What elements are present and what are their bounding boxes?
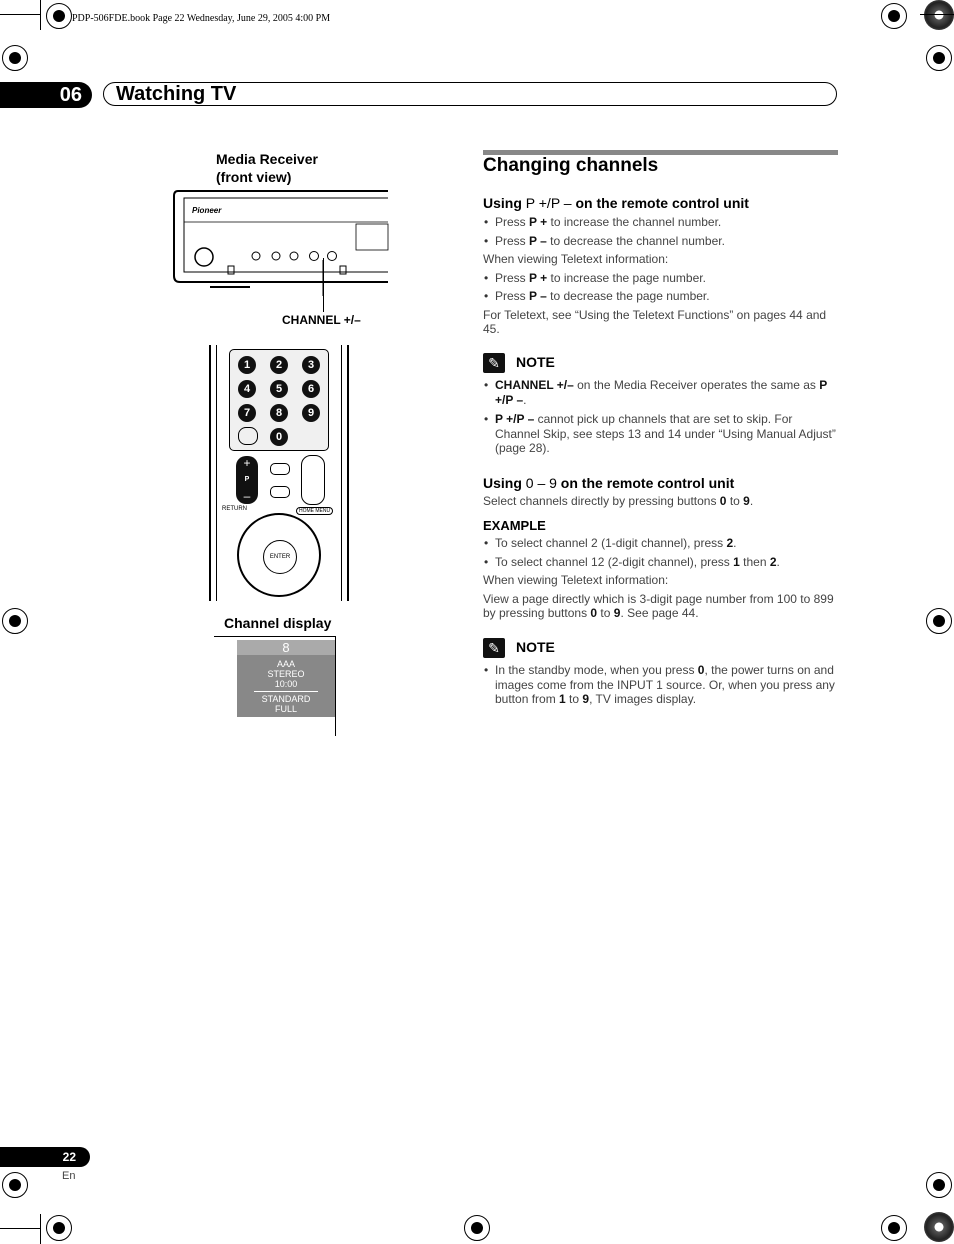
display-line-2: STEREO bbox=[267, 669, 305, 679]
display-frame-top bbox=[214, 636, 336, 637]
list-item: • P +/P – cannot pick up channels that are set to skip. For Channel Skip, see steps 13 and 14 under “Using Manual Adjust” (page 28). bbox=[483, 412, 838, 456]
note-pencil-icon: ✎ bbox=[483, 638, 505, 658]
note-title: NOTE bbox=[516, 639, 555, 655]
color-bar-icon bbox=[924, 1212, 954, 1242]
chapter-number-tab bbox=[0, 82, 92, 108]
note-body bbox=[483, 663, 838, 707]
channel-callout-label: CHANNEL +/– bbox=[282, 313, 361, 327]
subsection-number-keys bbox=[483, 475, 838, 509]
list-item: • To select channel 2 (1-digit channel), press 2. bbox=[483, 536, 838, 551]
crop-mark bbox=[920, 14, 954, 15]
language-code: En bbox=[62, 1170, 76, 1182]
crop-mark bbox=[0, 1228, 40, 1229]
registration-mark-icon bbox=[2, 45, 28, 71]
receiver-figure-label bbox=[216, 150, 318, 186]
remote-key-2[interactable]: 2 bbox=[270, 356, 288, 374]
display-line-3: 10:00 bbox=[274, 679, 298, 689]
note-pencil-icon: ✎ bbox=[483, 353, 505, 373]
list-item: • Press P – to decrease the channel number. bbox=[483, 234, 838, 249]
channel-display-osd bbox=[237, 640, 335, 717]
color-bar-icon bbox=[924, 0, 954, 30]
remote-key-3[interactable]: 3 bbox=[302, 356, 320, 374]
receiver-label-line2: (front view) bbox=[216, 169, 292, 185]
subsection-title: Using 0 – 9 on the remote control unit bbox=[483, 475, 735, 491]
remote-p-label: P bbox=[244, 476, 250, 483]
paragraph: Select channels directly by pressing buttons 0 to 9. bbox=[483, 494, 754, 508]
registration-mark-icon bbox=[46, 1215, 72, 1241]
remote-key-9[interactable]: 9 bbox=[302, 404, 320, 422]
note-body bbox=[483, 378, 838, 456]
registration-mark-icon bbox=[2, 608, 28, 634]
paragraph: For Teletext, see “Using the Teletext Functions” on pages 44 and 45. bbox=[483, 307, 827, 336]
file-info-line: PDP-506FDE.book Page 22 Wednesday, June 29, 2005 4:00 PM bbox=[72, 13, 331, 24]
registration-mark-icon bbox=[881, 1215, 907, 1241]
example-block bbox=[483, 518, 838, 621]
remote-key-4[interactable]: 4 bbox=[238, 380, 256, 398]
registration-mark-icon bbox=[464, 1215, 490, 1241]
display-frame-right bbox=[335, 636, 336, 736]
list-item: • Press P + to increase the page number. bbox=[483, 271, 838, 286]
registration-mark-icon bbox=[926, 1172, 952, 1198]
brand-logo: Pioneer bbox=[192, 206, 222, 215]
registration-mark-icon bbox=[2, 1172, 28, 1198]
chapter-title: Watching TV bbox=[103, 82, 837, 106]
remote-key-1[interactable]: 1 bbox=[238, 356, 256, 374]
receiver-label-line1: Media Receiver bbox=[216, 151, 318, 167]
note-title: NOTE bbox=[516, 354, 555, 370]
display-channel-number: 8 bbox=[237, 640, 335, 655]
mute-button-icon[interactable] bbox=[270, 486, 290, 498]
crop-mark bbox=[0, 14, 40, 15]
media-receiver-illustration bbox=[170, 188, 390, 296]
list-item: • CHANNEL +/– on the Media Receiver operates the same as P +/P –. bbox=[483, 378, 838, 407]
remote-key-6[interactable]: 6 bbox=[302, 380, 320, 398]
paragraph: When viewing Teletext information: bbox=[483, 573, 669, 587]
channel-display-label: Channel display bbox=[224, 615, 332, 631]
enter-button[interactable]: ENTER bbox=[263, 540, 297, 574]
paragraph: When viewing Teletext information: bbox=[483, 252, 669, 266]
multi-button-icon[interactable] bbox=[270, 463, 290, 475]
volume-rocker[interactable] bbox=[301, 455, 325, 505]
crop-mark bbox=[40, 0, 41, 30]
list-item: • Press P – to decrease the page number. bbox=[483, 289, 838, 304]
remote-p-rocker[interactable]: + P – bbox=[236, 456, 258, 504]
remote-key-0[interactable]: 0 bbox=[270, 428, 288, 446]
subsection-title: Using P +/P – on the remote control unit bbox=[483, 195, 749, 211]
display-line-5: FULL bbox=[274, 704, 297, 714]
remote-key-5[interactable]: 5 bbox=[270, 380, 288, 398]
display-line-4: STANDARD bbox=[261, 694, 311, 704]
example-title: EXAMPLE bbox=[483, 518, 546, 533]
display-separator bbox=[254, 691, 318, 692]
page-number-tab bbox=[0, 1147, 90, 1167]
registration-mark-icon bbox=[46, 3, 72, 29]
crop-mark bbox=[40, 1214, 41, 1244]
display-line-1: AAA bbox=[276, 659, 295, 669]
input-button-icon[interactable] bbox=[238, 427, 258, 445]
paragraph: View a page directly which is 3-digit page number from 100 to 899 by pressing buttons 0 to 9. See page 44. bbox=[483, 591, 834, 620]
chapter-number: 06 bbox=[59, 84, 82, 106]
callout-line bbox=[323, 258, 324, 312]
home-menu-button[interactable]: HOME MENU bbox=[296, 507, 333, 515]
list-item: • To select channel 12 (2-digit channel), press 1 then 2. bbox=[483, 555, 838, 570]
remote-key-8[interactable]: 8 bbox=[270, 404, 288, 422]
subsection-p-keys bbox=[483, 195, 838, 337]
return-label: RETURN bbox=[222, 506, 247, 512]
list-item: • In the standby mode, when you press 0, the power turns on and images come from the INPUT 1 source. Or, when you press any button from 1 to 9, TV images display. bbox=[483, 663, 838, 707]
registration-mark-icon bbox=[926, 608, 952, 634]
list-item: • Press P + to increase the channel number. bbox=[483, 215, 838, 230]
remote-key-7[interactable]: 7 bbox=[238, 404, 256, 422]
section-title: Changing channels bbox=[483, 155, 659, 176]
registration-mark-icon bbox=[926, 45, 952, 71]
page-number: 22 bbox=[62, 1150, 76, 1164]
registration-mark-icon bbox=[881, 3, 907, 29]
